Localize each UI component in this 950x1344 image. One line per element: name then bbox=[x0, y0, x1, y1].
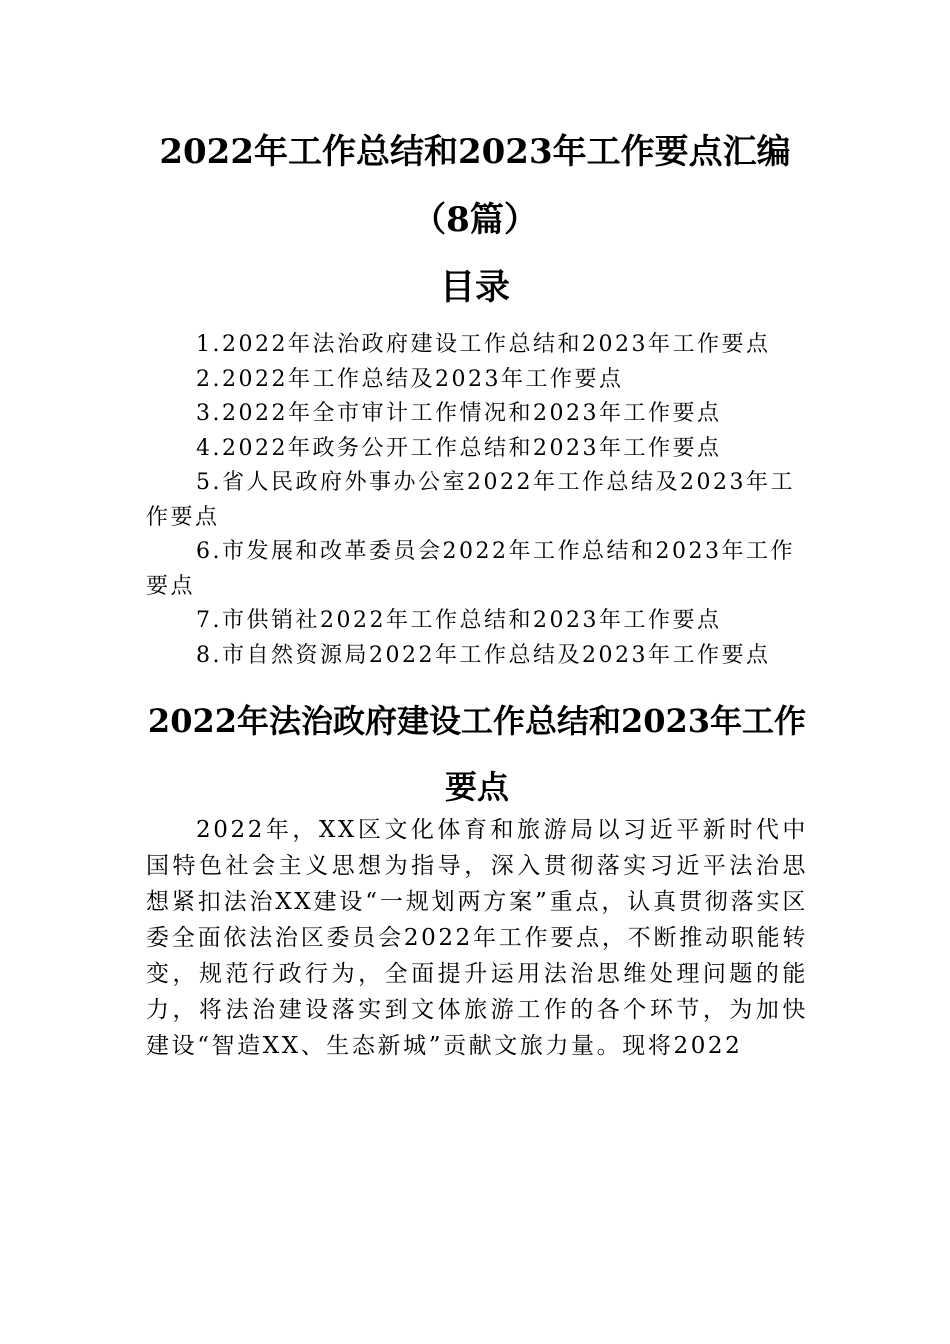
document-title: 2022年工作总结和2023年工作要点汇编 bbox=[159, 132, 791, 172]
toc-item: 6.市发展和改革委员会2022年工作总结和2023年工作要点 bbox=[146, 539, 795, 599]
body-paragraph: 2022年，XX区文化体育和旅游局以习近平新时代中国特色社会主义思想为指导，深入贯彻落实习近平法治思想紧扣法治XX建设“一规划两方案”重点，认真贯彻落实区委全面依法治区委员会2022年工作要点，不断推动职能转变，规范行政行为，全面提升运用法治思维处理问题的能力，将法治建设落实到文体旅游工作的各个环节，为加快建设“智造XX、生态新城”贡献文旅力量。现将2022 bbox=[146, 817, 808, 1059]
toc-item: 3.2022年全市审计工作情况和2023年工作要点 bbox=[196, 401, 722, 426]
toc-item: 4.2022年政务公开工作总结和2023年工作要点 bbox=[196, 435, 722, 461]
toc-item: 2.2022年工作总结及2023年工作要点 bbox=[196, 366, 624, 392]
toc-item: 8.市自然资源局2022年工作总结及2023年工作要点 bbox=[196, 642, 771, 668]
toc-heading: 目录 bbox=[439, 267, 510, 308]
document-subtitle: （8篇） bbox=[412, 200, 538, 240]
section-title: 2022年法治政府建设工作总结和2023年工作要点 bbox=[147, 702, 807, 806]
toc-item: 1.2022年法治政府建设工作总结和2023年工作要点 bbox=[196, 332, 771, 357]
toc-item: 5.省人民政府外事办公室2022年工作总结及2023年工作要点 bbox=[146, 470, 795, 530]
table-of-contents bbox=[146, 328, 808, 673]
toc-item: 7.市供销社2022年工作总结和2023年工作要点 bbox=[196, 608, 722, 633]
